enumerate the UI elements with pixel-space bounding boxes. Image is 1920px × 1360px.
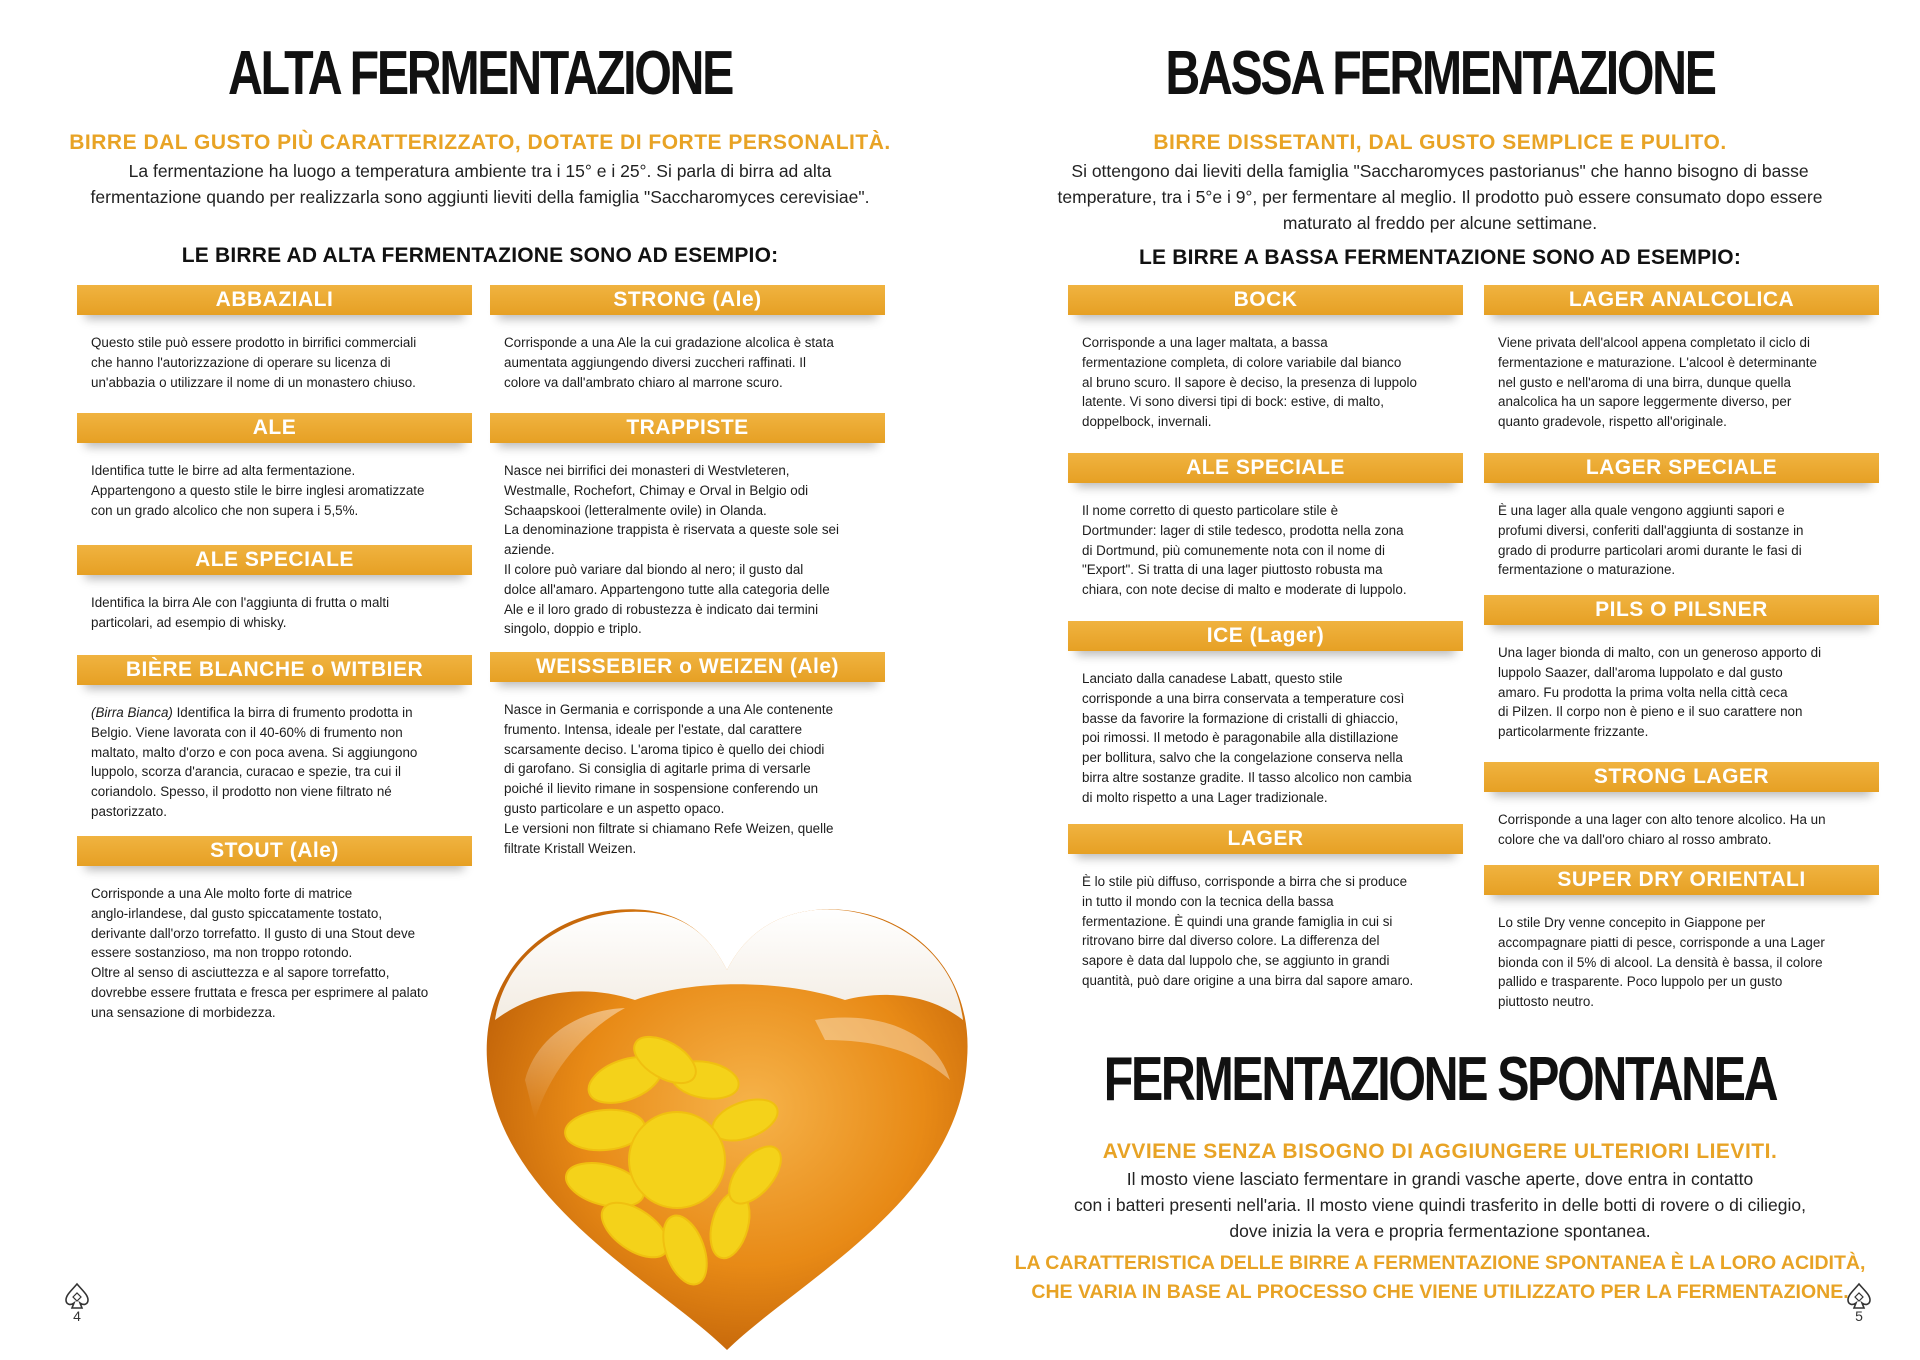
- card-biere-blanche: [77, 655, 472, 822]
- examples-heading: LE BIRRE AD ALTA FERMENTAZIONE SONO AD ESEMPIO:: [181, 244, 779, 267]
- card-title: LAGER ANALCOLICA: [1484, 285, 1879, 315]
- intro-text: Si ottengono dai lieviti della famiglia "Saccharomyces pastorianus" che hanno bisogno di basse temperature, tra i 5°e i 9°, per fermentare al meglio. Il prodotto può essere consumato dopo essere maturato al freddo per alcune settimane.: [1057, 161, 1823, 233]
- card-title: PILS O PILSNER: [1484, 595, 1879, 625]
- intro-text: La fermentazione ha luogo a temperatura ambiente tra i 15° e i 25°. Si parla di birra ad alta fermentazione quando per realizzarla sono aggiunti lieviti della famiglia "Saccharomyces cerevisiae".: [90, 161, 870, 207]
- card-title: TRAPPISTE: [490, 413, 885, 443]
- card-text: Viene privata dell'alcool appena completato il ciclo di fermentazione e maturazione. L'alcool è determinante nel gusto e nell'aroma di una birra, dunque quella analcolica ha un sapore leggermente diverso, per quanto gradevole, rispetto all'originale.: [1498, 335, 1817, 430]
- card-text-italic: (Birra Bianca): [91, 705, 173, 720]
- card-text: Nasce nei birrifici dei monasteri di Westvleteren, Westmalle, Rochefort, Chimay e Orval in Belgio odi Schaapskooi (letteralmente ovile) in Olanda. La denominazione trappista è riservata a queste sole sei aziende. Il colore può variare dal biondo al nero; il gusto dal dolce all'amaro. Appartengono tutte alla categoria delle Ale e il loro grado di robustezza è indicato dai termini singolo, doppio e triplo.: [504, 463, 839, 637]
- card-text: Corrisponde a una Ale molto forte di matrice anglo-irlandese, dal gusto spiccatamente tostato, derivante dall'orzo torrefatto. Il gusto di una Stout deve essere sostanzioso, ma non troppo rotondo. Oltre al senso di asciuttezza e al sapore torrefatto, dovrebbe essere fruttata e fresca per esprimere al palato una sensazione di morbidezza.: [91, 886, 429, 1020]
- card-text: Questo stile può essere prodotto in birrifici commerciali che hanno l'autorizzazione di operare su licenza di un'abbazia o utilizzare il nome di un monastero chiuso.: [91, 335, 417, 390]
- card-text: Corrisponde a una Ale la cui gradazione alcolica è stata aumentata aggiungendo diversi zuccheri raffinati. Il colore va dall'ambrato chiaro al marrone scuro.: [504, 335, 834, 390]
- card-super-dry-orientali: [1484, 865, 1879, 1012]
- card-text-main: Identifica la birra di frumento prodotta in Belgio. Viene lavorata con il 40-60% di frumento non maltato, malto d'orzo e con poca avena. Si aggiungono luppolo, scorza d'arancia, curacao e spezie, tra cui il coriandolo. Spesso, il prodotto non viene filtrato né pastorizzato.: [91, 705, 418, 819]
- card-title: ICE (Lager): [1068, 621, 1463, 651]
- card-weissebier: [490, 652, 885, 858]
- card-trappiste: [490, 413, 885, 639]
- page-number: 4: [73, 1308, 81, 1324]
- hop-spade-logo-icon: [62, 1282, 92, 1310]
- card-bock: [1068, 285, 1463, 432]
- page-number: 5: [1855, 1308, 1863, 1324]
- card-ale-speciale: [77, 545, 472, 633]
- card-ale-speciale-dortmunder: [1068, 453, 1463, 600]
- card-title: BIÈRE BLANCHE o WITBIER: [77, 655, 472, 685]
- card-text: Identifica tutte le birre ad alta fermentazione. Appartengono a questo stile le birre inglesi aromatizzate con un grado alcolico che non supera i 5,5%.: [91, 463, 425, 518]
- card-strong-lager: [1484, 762, 1879, 850]
- spontaneous-closing: LA CARATTERISTICA DELLE BIRRE A FERMENTAZIONE SPONTANEA È LA LORO ACIDITÀ, CHE VARIA IN BASE AL PROCESSO CHE VIENE UTILIZZATO PER LA FERMENTAZIONE.: [1014, 1252, 1866, 1303]
- card-title: STRONG (Ale): [490, 285, 885, 315]
- card-lager: [1068, 824, 1463, 991]
- card-lager-analcolica: [1484, 285, 1879, 432]
- card-text: Lanciato dalla canadese Labatt, questo stile corrisponde a una birra conservata a temperature così basse da favorire la formazione di cristalli di ghiaccio, poi rimossi. Il metodo è paragonabile alla distillazione per bollitura, salvo che la congelazione conserva nella birra altre sostanze gradite. Il tasso alcolico non cambia di molto rispetto a una Lager tradizionale.: [1082, 671, 1412, 805]
- card-text: Lo stile Dry venne concepito in Giappone per accompagnare piatti di pesce, corrisponde a una Lager bionda con il 5% di alcool. La densità è bassa, il colore pallido e trasparente. Poco luppolo per un gusto piuttosto neutro.: [1498, 915, 1825, 1010]
- card-title: LAGER: [1068, 824, 1463, 854]
- card-title: ALE: [77, 413, 472, 443]
- page-subtitle: BIRRE DAL GUSTO PIÙ CARATTERIZZATO, DOTATE DI FORTE PERSONALITÀ.: [69, 131, 891, 154]
- right-page: [960, 0, 1920, 1358]
- beer-heart-icon: [455, 880, 1000, 1360]
- card-text: Corrisponde a una lager con alto tenore alcolico. Ha un colore che va dall'oro chiaro al rosso ambrato.: [1498, 812, 1826, 847]
- card-stout: [77, 836, 472, 1023]
- spontaneous-title: FERMENTAZIONE SPONTANEA: [1103, 1045, 1777, 1114]
- card-title: BOCK: [1068, 285, 1463, 315]
- hop-spade-logo-icon: [1844, 1282, 1874, 1310]
- card-title: ALE SPECIALE: [1068, 453, 1463, 483]
- card-title: LAGER SPECIALE: [1484, 453, 1879, 483]
- card-text: Identifica la birra Ale con l'aggiunta di frutta o malti particolari, ad esempio di whisky.: [91, 595, 390, 630]
- card-title: WEISSEBIER o WEIZEN (Ale): [490, 652, 885, 682]
- spontaneous-intro: Il mosto viene lasciato fermentare in grandi vasche aperte, dove entra in contatto con i batteri presenti nell'aria. Il mosto viene quindi trasferito in delle botti di rovere o di ciliegio, dove inizia la vera e propria fermentazione spontanea.: [1074, 1169, 1806, 1241]
- card-text: È una lager alla quale vengono aggiunti sapori e profumi diversi, conferiti dall'aggiunta di sostanze in grado di produrre particolari aromi durante le fasi di fermentazione o maturazione.: [1498, 503, 1804, 578]
- page-subtitle: BIRRE DISSETANTI, DAL GUSTO SEMPLICE E PULITO.: [1153, 131, 1727, 154]
- card-text: [77, 685, 472, 822]
- card-title: ALE SPECIALE: [77, 545, 472, 575]
- spontaneous-subtitle: AVVIENE SENZA BISOGNO DI AGGIUNGERE ULTERIORI LIEVITI.: [1102, 1140, 1778, 1163]
- page-title: ALTA FERMENTAZIONE: [227, 39, 733, 108]
- card-title: ABBAZIALI: [77, 285, 472, 315]
- card-ale: [77, 413, 472, 520]
- card-pils-pilsner: [1484, 595, 1879, 742]
- card-title: SUPER DRY ORIENTALI: [1484, 865, 1879, 895]
- card-text: Una lager bionda di malto, con un generoso apporto di luppolo Saazer, dall'aroma luppolato e dal gusto amaro. Fu prodotta la prima volta nella città ceca di Pilzen. Il corpo non è pieno e il suo carattere non particolarmente frizzante.: [1498, 645, 1822, 740]
- card-ice-lager: [1068, 621, 1463, 808]
- card-title: STOUT (Ale): [77, 836, 472, 866]
- examples-heading: LE BIRRE A BASSA FERMENTAZIONE SONO AD ESEMPIO:: [1138, 246, 1742, 269]
- card-text: Il nome corretto di questo particolare stile è Dortmunder: lager di stile tedesco, prodotta nella zona di Dortmund, più comunemente nota con il nome di "Export". Si tratta di una lager piuttosto robusta ma chiara, con note decise di malto e moderate di luppolo.: [1082, 503, 1407, 598]
- card-strong-ale: [490, 285, 885, 392]
- card-lager-speciale: [1484, 453, 1879, 580]
- card-abbaziali: [77, 285, 472, 392]
- card-title: STRONG LAGER: [1484, 762, 1879, 792]
- page-title: BASSA FERMENTAZIONE: [1165, 39, 1715, 108]
- card-text: Nasce in Germania e corrisponde a una Ale contenente frumento. Intensa, ideale per l'estate, dal carattere scarsamente deciso. L'aroma tipico è quello dei chiodi di garofano. Si consiglia di agitarle prima di versarle poiché il lievito rimane in sospensione conferendo un gusto particolare e un aspetto opaco. Le versioni non filtrate si chiamano Refe Weizen, quelle filtrate Kristall Weizen.: [504, 702, 834, 856]
- card-text: È lo stile più diffuso, corrisponde a birra che si produce in tutto il mondo con la tecnica della bassa fermentazione. È quindi una grande famiglia in cui si ritrovano birre dal diverso colore. La differenza del sapore è data dal luppolo che, se aggiunto in grandi quantità, può dare origine a una birra dal sapore amaro.: [1082, 874, 1414, 988]
- card-text: Corrisponde a una lager maltata, a bassa fermentazione completa, di colore variabile dal bianco al bruno scuro. Il sapore è deciso, la presenza di luppolo latente. Vi sono diversi tipi di bock: estive, di malto, doppelbock, invernali.: [1082, 335, 1417, 430]
